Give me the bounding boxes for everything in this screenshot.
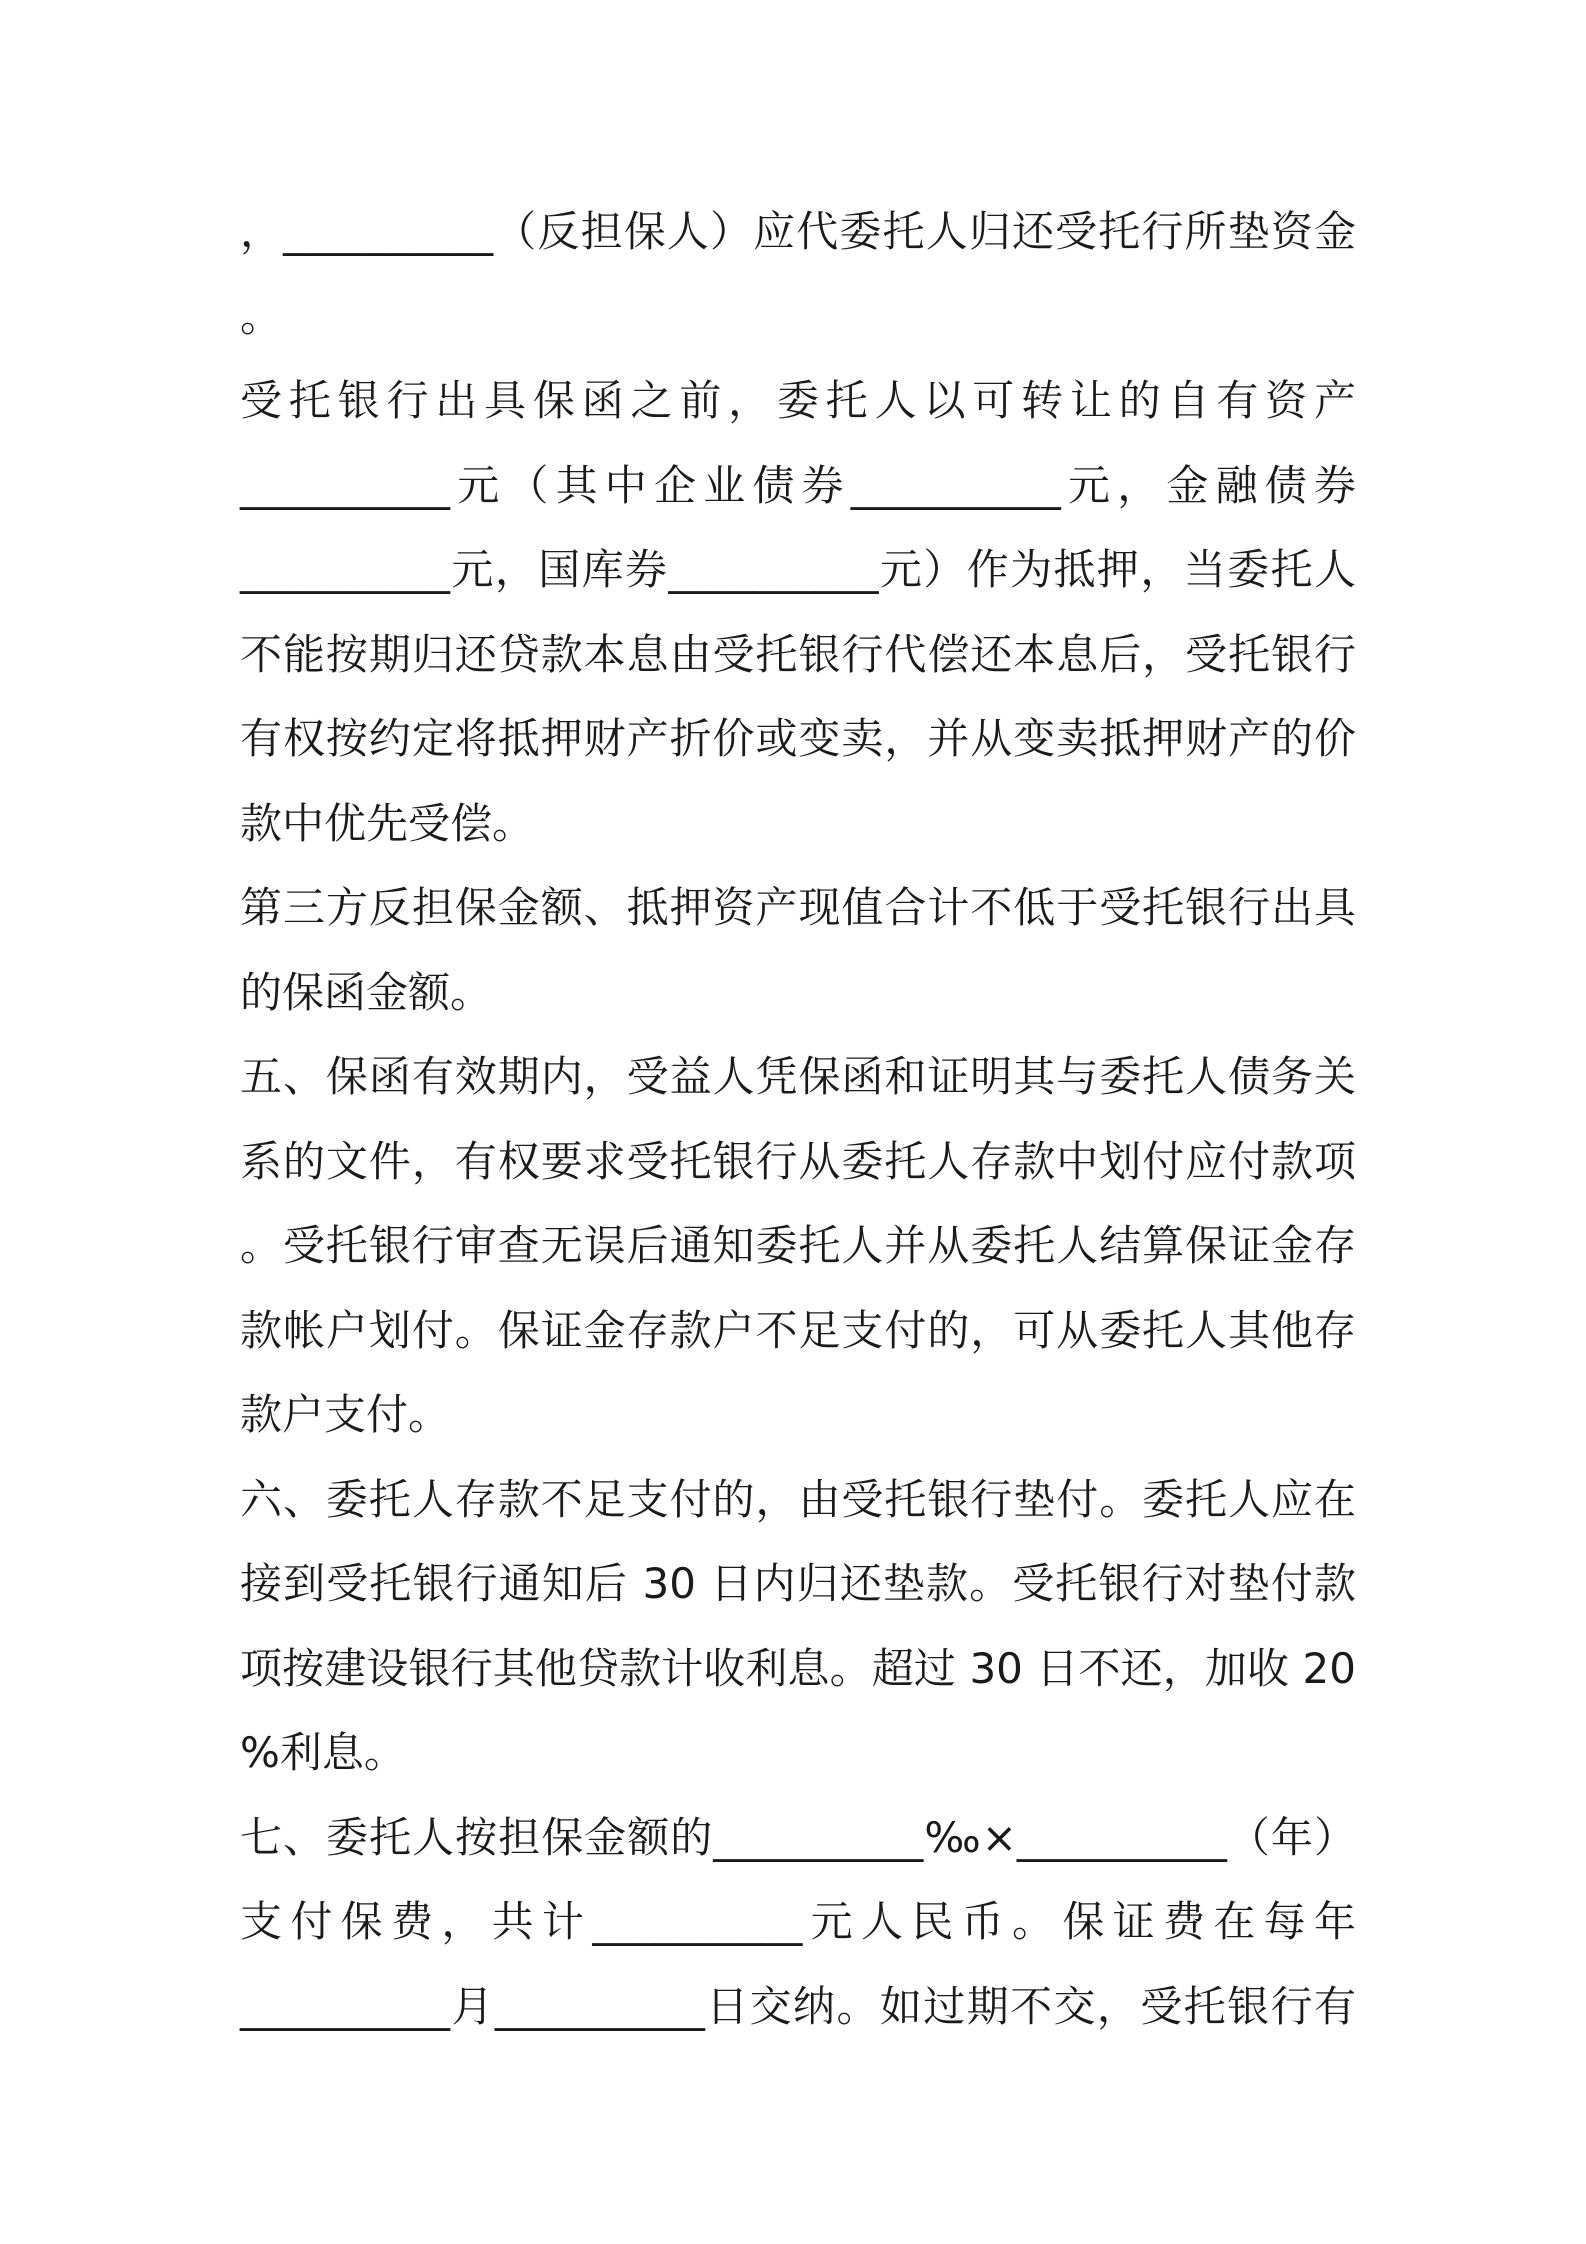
text-line: 六、委托人存款不足支付的，由受托银行垫付。委托人应在 (240, 1474, 1356, 1524)
text-line: %利息。 (240, 1728, 406, 1777)
text-line: 五、保函有效期内，受益人凭保函和证明其与委托人债务关 (240, 1052, 1356, 1101)
document-body (240, 190, 1356, 2049)
text-line: ，__________（反担保人）应代委托人归还受托行所垫资金 (240, 207, 1356, 256)
text-line: __________元，国库券__________元）作为抵押，当委托人 (240, 545, 1356, 594)
text-line: 款中优先受偿。 (240, 798, 535, 848)
text-line: 系的文件，有权要求受托银行从委托人存款中划付应付款项 (240, 1136, 1356, 1186)
text-line: 的保函金额。 (240, 967, 493, 1017)
text-line: 。受托银行审查无误后通知委托人并从委托人结算保证金存 (240, 1221, 1356, 1270)
text-line: 款户支付。 (240, 1390, 451, 1439)
text-line: 有权按约定将抵押财产折价或变卖，并从变卖抵押财产的价 (240, 714, 1356, 763)
text-line: __________元（其中企业债券__________元，金融债券 (240, 460, 1356, 510)
text-line: 第三方反担保金额、抵押资产现值合计不低于受托银行出具 (240, 883, 1356, 932)
text-line: 受托银行出具保函之前，委托人以可转让的自有资产 (240, 376, 1356, 425)
text-line: 七、委托人按担保金额的__________‰×__________（年） (240, 1812, 1356, 1862)
text-line: __________月__________日交纳。如过期不交，受托银行有 (240, 1981, 1356, 2031)
text-line: 接到受托银行通知后 30 日内归还垫款。受托银行对垫付款 (240, 1559, 1356, 1608)
text-line: 支付保费，共计__________元人民币。保证费在每年 (240, 1897, 1356, 1946)
text-line: 。 (240, 291, 283, 341)
text-line: 款帐户划付。保证金存款户不足支付的，可从委托人其他存 (240, 1305, 1356, 1355)
text-line: 项按建设银行其他贷款计收利息。超过 30 日不还，加收 20 (240, 1643, 1356, 1693)
text-line: 不能按期归还贷款本息由受托银行代偿还本息后，受托银行 (240, 629, 1356, 679)
